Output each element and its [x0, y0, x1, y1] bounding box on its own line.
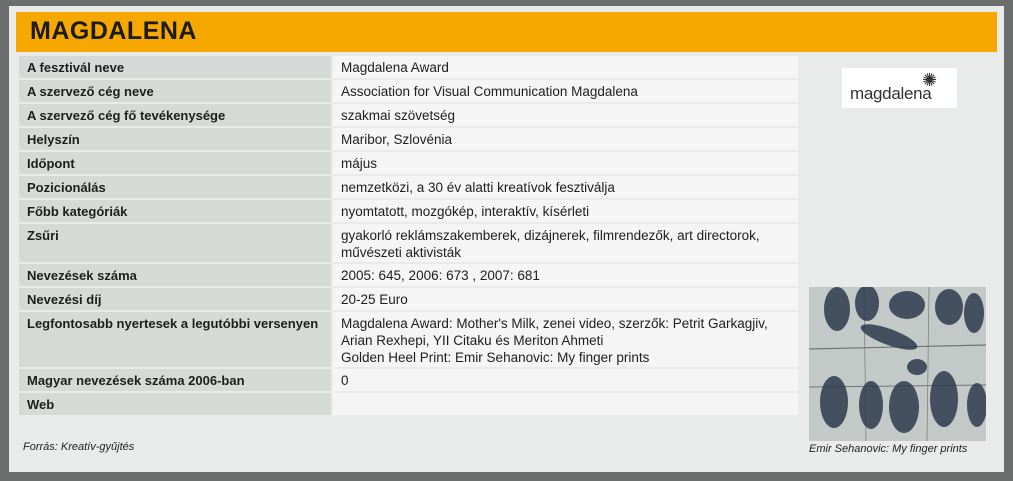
logo-splash-icon: ✺ [922, 70, 938, 90]
row-label: A szervező cég neve [19, 79, 332, 103]
table-row [19, 79, 798, 103]
fingerprint-photo [809, 287, 986, 441]
row-value-line: szakmai szövetség [341, 108, 456, 123]
row-label: Pozicionálás [19, 175, 332, 199]
table-row [19, 263, 798, 287]
row-value-line: Maribor, Szlovénia [341, 132, 453, 147]
table-row [19, 199, 798, 223]
row-label: Főbb kategóriák [19, 199, 332, 223]
row-value-line: 20-25 Euro [341, 292, 408, 307]
row-value-line: Arian Rexhepi, YII Citaku és Meriton Ahmeti [341, 333, 604, 348]
row-value [332, 223, 798, 263]
table-row [19, 127, 798, 151]
row-value [332, 392, 798, 416]
row-value [332, 287, 798, 311]
row-value-line: nyomtatott, mozgókép, interaktív, kísérleti [341, 204, 590, 219]
row-label: Legfontosabb nyertesek a legutóbbi versenyen [19, 311, 332, 368]
row-label: A fesztivál neve [19, 56, 332, 79]
row-label: A szervező cég fő tevékenysége [19, 103, 332, 127]
row-label: Nevezések száma [19, 263, 332, 287]
table-row [19, 223, 798, 263]
table-row [19, 311, 798, 368]
row-label: Web [19, 392, 332, 416]
row-value-line: 2005: 645, 2006: 673 , 2007: 681 [341, 268, 540, 283]
table-row [19, 287, 798, 311]
row-value [332, 368, 798, 392]
row-label: Nevezési díj [19, 287, 332, 311]
row-value-line: Magdalena Award [341, 60, 449, 75]
row-label: Zsűri [19, 223, 332, 263]
table-row [19, 368, 798, 392]
row-value [332, 175, 798, 199]
row-value [332, 103, 798, 127]
row-value-line: nemzetközi, a 30 év alatti kreatívok fesztiválja [341, 180, 615, 195]
table-row [19, 103, 798, 127]
row-value [332, 199, 798, 223]
row-value-line: Magdalena Award: Mother's Milk, zenei video, szerzők: Petrit Garkagjiv, [341, 316, 768, 331]
row-label: Helyszín [19, 127, 332, 151]
table-row [19, 56, 798, 79]
table-row [19, 175, 798, 199]
row-value [332, 311, 798, 368]
row-value-line: 0 [341, 373, 349, 388]
row-value [332, 56, 798, 79]
magdalena-logo [842, 68, 957, 108]
row-value-line: művészeti aktivisták [341, 245, 462, 260]
row-value-line: Golden Heel Print: Emir Sehanovic: My finger prints [341, 350, 650, 365]
row-value [332, 263, 798, 287]
row-value-line: gyakorló reklámszakemberek, dizájnerek, filmrendezők, art directorok, [341, 228, 760, 243]
row-value-line: május [341, 156, 378, 171]
photo-caption: Emir Sehanovic: My finger prints [809, 443, 968, 455]
table-row [19, 151, 798, 175]
row-value-line: Association for Visual Communication Magdalena [341, 84, 638, 99]
row-value [332, 151, 798, 175]
info-table [19, 56, 798, 417]
row-value [332, 79, 798, 103]
page-title: MAGDALENA [30, 17, 197, 45]
row-value [332, 127, 798, 151]
row-label: Magyar nevezések száma 2006-ban [19, 368, 332, 392]
header-bar [16, 12, 997, 52]
festival-info-box [9, 6, 1004, 472]
row-label: Időpont [19, 151, 332, 175]
table-row [19, 392, 798, 416]
logo-wordmark: magdalena [850, 84, 932, 103]
source-note: Forrás: Kreatív-gyűjtés [23, 441, 135, 453]
